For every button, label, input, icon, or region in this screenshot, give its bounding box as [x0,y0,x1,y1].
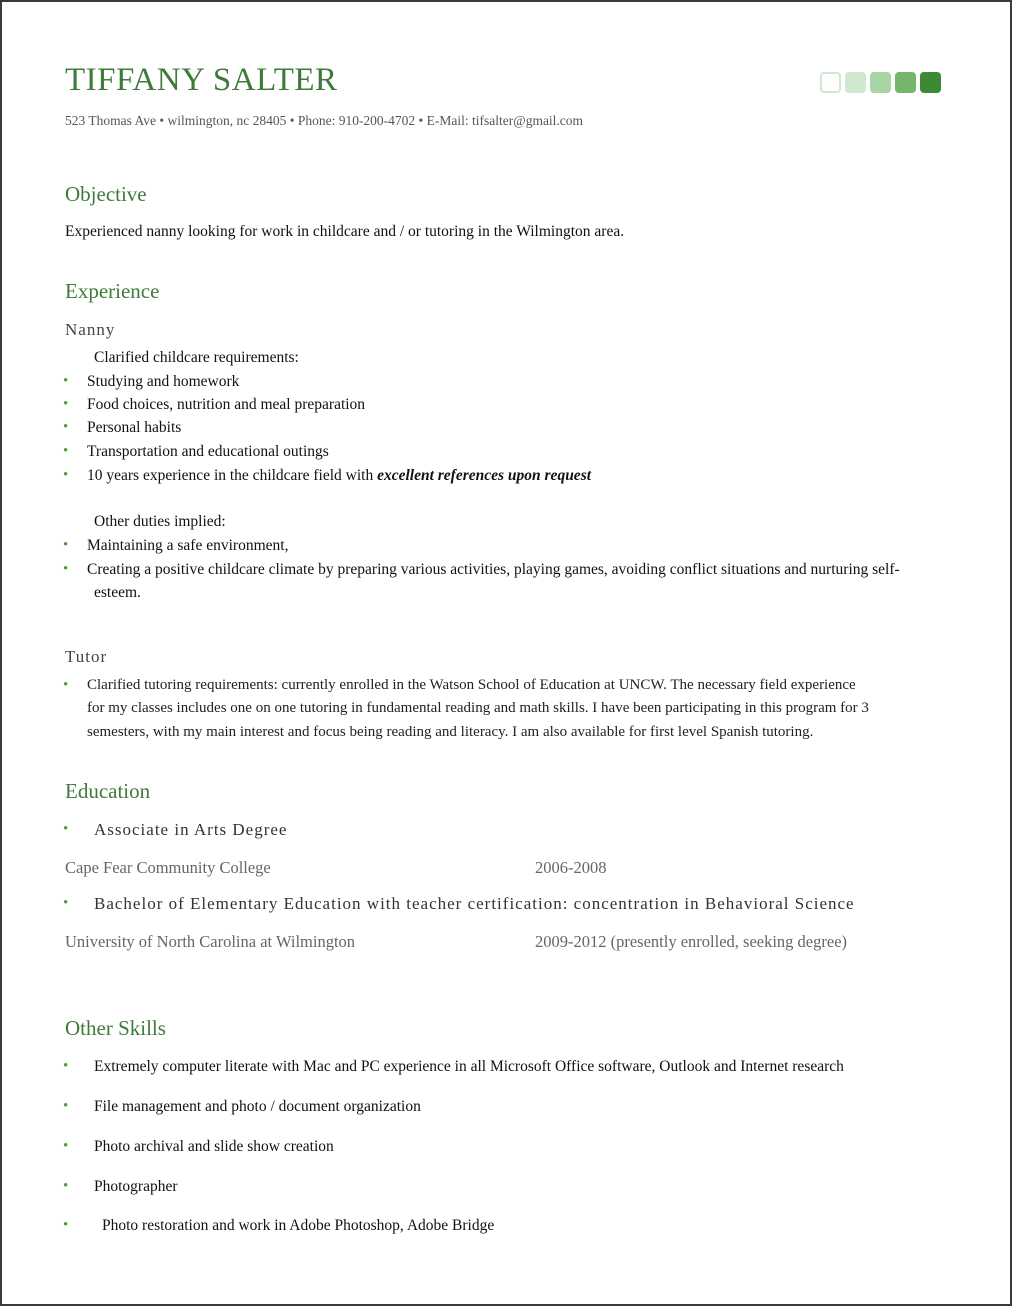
list-item: Photo archival and slide show creation [94,1138,334,1155]
bullet-icon: • [63,561,69,577]
bullet-icon: • [63,373,69,389]
education-dates: 2009-2012 (presently enrolled, seeking degree) [535,932,848,951]
job-title-nanny: Nanny [65,320,116,339]
list-item: Personal habits [87,419,182,436]
tutor-line: Clarified tutoring requirements: currently enrolled in the Watson School of Education at UNCW. The necessary field experience [87,677,856,693]
decorative-squares [820,72,941,93]
tutor-line: for my classes includes one on one tutoring in fundamental reading and math skills. I have been participating in this program for 3 [87,700,869,716]
education-heading: Education [65,779,151,803]
resume-name: TIFFANY SALTER [65,62,338,98]
bullet-icon: • [63,1058,69,1074]
bullet-icon: • [63,1098,69,1114]
degree-title: Associate in Arts Degree [94,820,288,839]
other-duties-intro: Other duties implied: [94,513,226,530]
list-item: Food choices, nutrition and meal preparation [87,396,366,413]
list-item: Studying and homework [87,373,240,390]
square-5 [920,72,941,93]
bullet-icon: • [63,1217,69,1233]
list-item: Extremely computer literate with Mac and PC experience in all Microsoft Office software, Outlook and Internet research [94,1058,844,1075]
list-item-continuation: esteem. [94,584,141,601]
objective-text: Experienced nanny looking for work in childcare and / or tutoring in the Wilmington area. [65,223,625,240]
experience-heading: Experience [65,279,160,303]
bullet-icon: • [63,419,69,435]
list-item: Maintaining a safe environment, [87,537,289,554]
square-2 [845,72,866,93]
bullet-icon: • [63,895,69,911]
objective-heading: Objective [65,182,147,206]
bullet-icon: • [63,1178,69,1194]
square-4 [895,72,916,93]
square-3 [870,72,891,93]
school-name: University of North Carolina at Wilmington [65,932,356,951]
list-item: Creating a positive childcare climate by preparing various activities, playing games, avoiding conflict situations and nurturing self- [87,561,900,578]
emphasis-text: excellent references upon request [377,467,592,484]
job-title-tutor: Tutor [65,647,108,666]
list-item: Photographer [94,1178,178,1195]
skills-heading: Other Skills [65,1016,166,1040]
bullet-icon: • [63,537,69,553]
school-name: Cape Fear Community College [65,858,271,877]
bullet-icon: • [63,677,69,693]
education-dates: 2006-2008 [535,858,607,877]
square-1 [820,72,841,93]
bullet-icon: • [63,467,69,483]
bullet-icon: • [63,821,69,837]
bullet-icon: • [63,1138,69,1154]
contact-line: 523 Thomas Ave • wilmington, nc 28405 • Phone: 910-200-4702 • E-Mail: tifsalter@gmail.com [65,113,584,128]
list-item [87,467,591,485]
nanny-intro: Clarified childcare requirements: [94,349,299,366]
bullet-icon: • [63,396,69,412]
tutor-line: semesters, with my main interest and focus being reading and literacy. I am also available for first level Spanish tutoring. [87,724,814,740]
list-item: File management and photo / document organization [94,1098,421,1115]
list-item: Photo restoration and work in Adobe Photoshop, Adobe Bridge [102,1217,495,1234]
list-item: Transportation and educational outings [87,443,329,460]
bullet-icon: • [63,443,69,459]
degree-title: Bachelor of Elementary Education with teacher certification: concentration in Behavioral Science [94,894,855,913]
list-item-text: 10 years experience in the childcare field with [87,467,378,484]
